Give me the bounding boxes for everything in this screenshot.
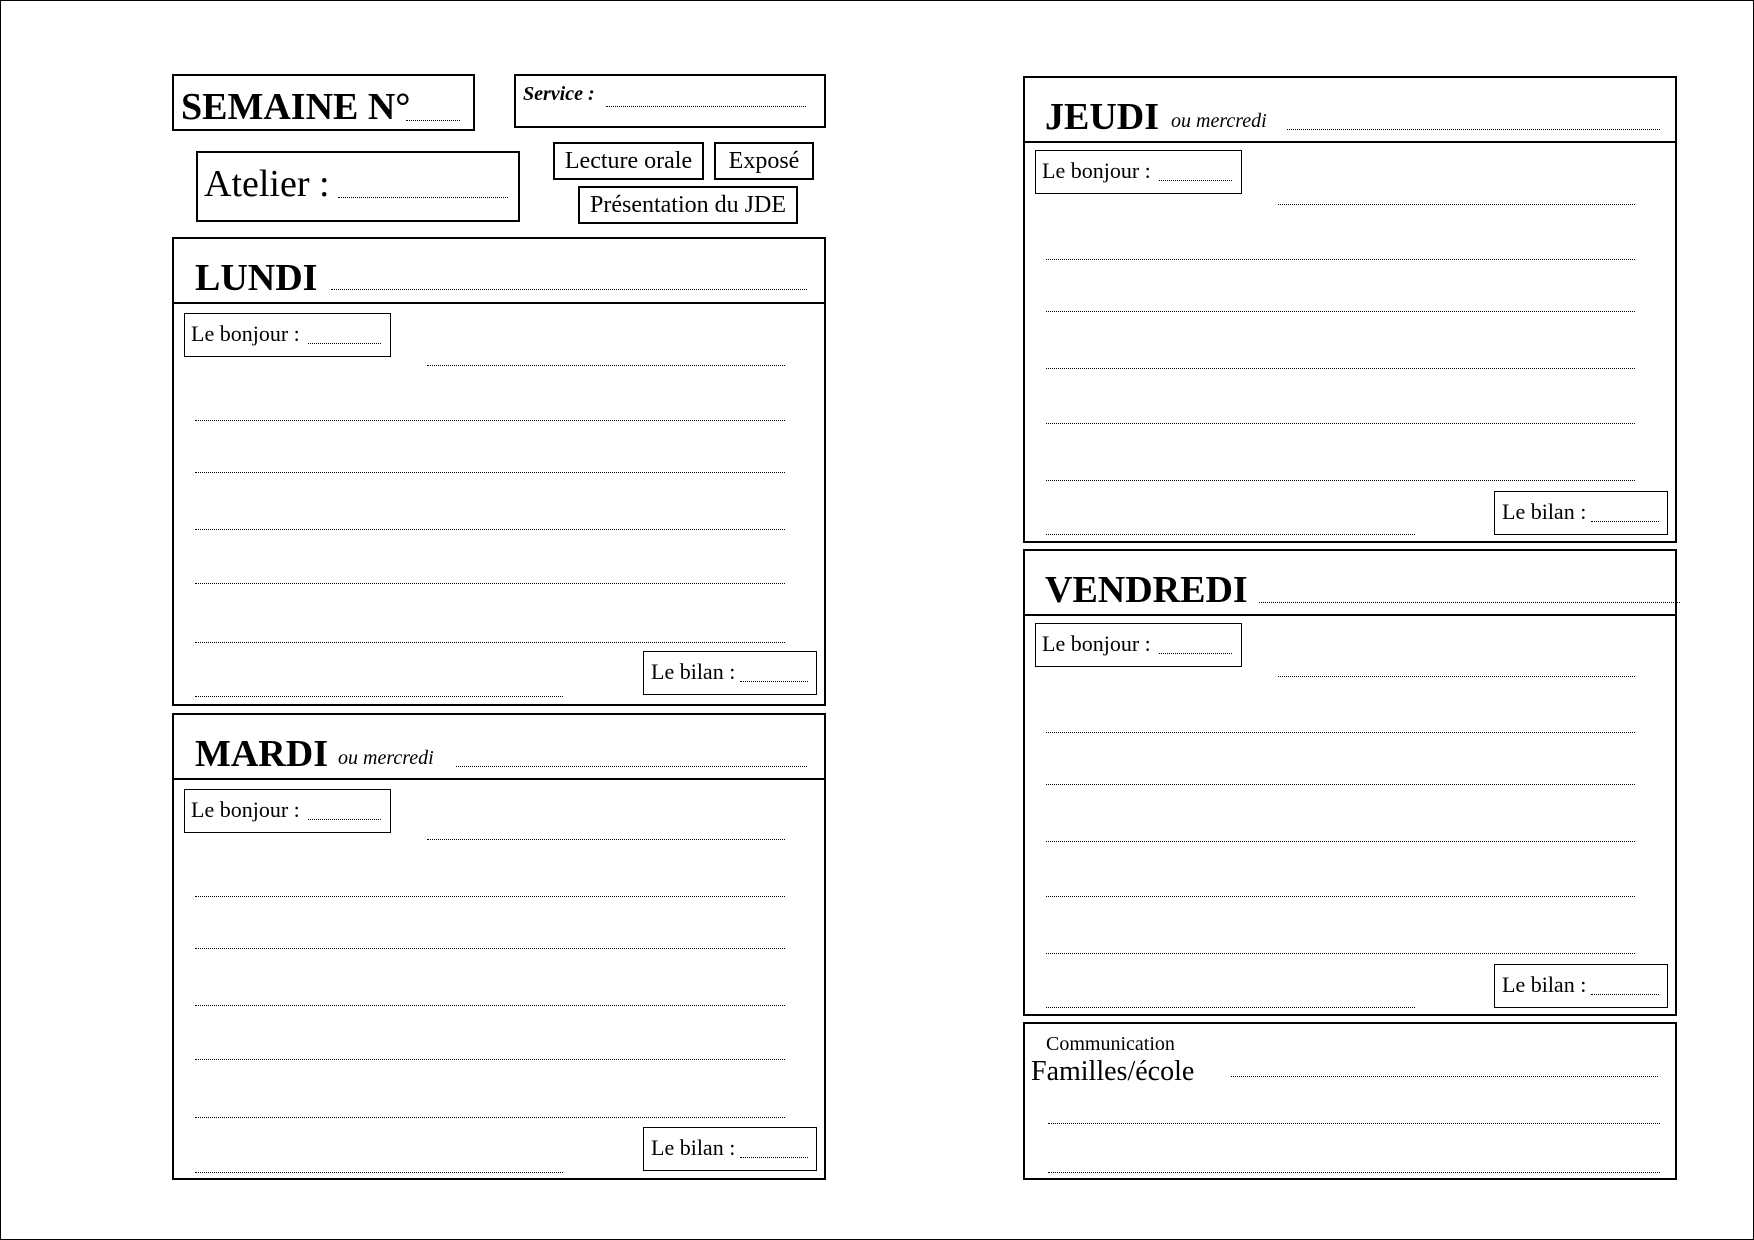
bonjour-label: Le bonjour : — [191, 321, 300, 346]
jeudi-section — [1023, 76, 1677, 543]
jeudi-line-3[interactable] — [1046, 311, 1635, 312]
lundi-line-3[interactable] — [195, 472, 785, 473]
mardi-bonjour-field[interactable] — [308, 819, 381, 820]
bilan-label: Le bilan : — [651, 659, 736, 684]
vendredi-line-4[interactable] — [1046, 841, 1635, 842]
communication-subtitle: Familles/école — [1031, 1056, 1195, 1087]
vendredi-bilan-field[interactable] — [1591, 994, 1659, 995]
jeudi-bonjour-box — [1035, 150, 1242, 194]
vendredi-line-6[interactable] — [1046, 953, 1635, 954]
lundi-title-field[interactable] — [331, 289, 807, 290]
lundi-line-7[interactable] — [195, 696, 563, 697]
lundi-section — [172, 237, 826, 706]
presentation-jde-option[interactable]: Présentation du JDE — [578, 186, 798, 224]
communication-section — [1023, 1022, 1677, 1180]
jeudi-line-4[interactable] — [1046, 368, 1635, 369]
vendredi-bilan-box — [1494, 964, 1668, 1008]
vendredi-line-7[interactable] — [1046, 1007, 1415, 1008]
mardi-bilan-box — [643, 1127, 817, 1171]
bonjour-label: Le bonjour : — [191, 797, 300, 822]
jeudi-subtitle: ou mercredi — [1171, 110, 1267, 132]
atelier-box — [196, 151, 520, 222]
vendredi-bonjour-box — [1035, 623, 1242, 667]
mardi-header-divider — [174, 778, 824, 780]
service-field[interactable] — [606, 106, 806, 107]
bonjour-label: Le bonjour : — [1042, 631, 1151, 656]
jeudi-line-7[interactable] — [1046, 534, 1415, 535]
jeudi-bilan-box — [1494, 491, 1668, 535]
vendredi-header-divider — [1025, 614, 1675, 616]
vendredi-title: VENDREDI — [1045, 569, 1248, 611]
lundi-line-4[interactable] — [195, 529, 785, 530]
mardi-subtitle: ou mercredi — [338, 747, 434, 769]
lundi-bilan-box — [643, 651, 817, 695]
vendredi-line-2[interactable] — [1046, 732, 1635, 733]
atelier-label: Atelier : — [204, 163, 330, 205]
mardi-section — [172, 713, 826, 1180]
lundi-bonjour-field[interactable] — [308, 343, 381, 344]
jeudi-title-field[interactable] — [1287, 129, 1660, 130]
mardi-title: MARDI — [195, 733, 328, 775]
communication-line-1[interactable] — [1231, 1076, 1658, 1077]
lundi-line-5[interactable] — [195, 583, 785, 584]
lundi-bonjour-box — [184, 313, 391, 357]
lundi-title: LUNDI — [195, 257, 318, 299]
service-box — [514, 74, 826, 128]
mardi-line-1[interactable] — [427, 839, 785, 840]
vendredi-line-5[interactable] — [1046, 896, 1635, 897]
semaine-number-field[interactable] — [406, 120, 460, 121]
jeudi-line-2[interactable] — [1046, 259, 1635, 260]
mardi-bilan-field[interactable] — [740, 1157, 808, 1158]
bilan-label: Le bilan : — [1502, 972, 1587, 997]
lecture-orale-option[interactable]: Lecture orale — [553, 142, 704, 180]
mardi-title-field[interactable] — [456, 766, 807, 767]
mardi-line-5[interactable] — [195, 1059, 785, 1060]
jeudi-bonjour-field[interactable] — [1159, 180, 1232, 181]
semaine-box — [172, 74, 475, 131]
vendredi-section — [1023, 549, 1677, 1016]
lundi-line-2[interactable] — [195, 420, 785, 421]
mardi-bonjour-box — [184, 789, 391, 833]
communication-line-2[interactable] — [1048, 1123, 1660, 1124]
jeudi-title: JEUDI — [1045, 96, 1160, 138]
lundi-bilan-field[interactable] — [740, 681, 808, 682]
jeudi-line-1[interactable] — [1278, 204, 1635, 205]
jeudi-line-6[interactable] — [1046, 480, 1635, 481]
lundi-line-1[interactable] — [427, 365, 785, 366]
semaine-label: SEMAINE N° — [181, 86, 411, 128]
vendredi-title-field[interactable] — [1259, 602, 1680, 603]
jeudi-bilan-field[interactable] — [1591, 521, 1659, 522]
communication-title: Communication — [1046, 1033, 1175, 1055]
jeudi-line-5[interactable] — [1046, 423, 1635, 424]
mardi-line-7[interactable] — [195, 1172, 563, 1173]
atelier-field[interactable] — [338, 197, 508, 198]
lundi-line-6[interactable] — [195, 642, 785, 643]
vendredi-bonjour-field[interactable] — [1159, 653, 1232, 654]
bilan-label: Le bilan : — [651, 1135, 736, 1160]
communication-line-3[interactable] — [1048, 1172, 1660, 1173]
mardi-line-2[interactable] — [195, 896, 785, 897]
service-label: Service : — [523, 83, 595, 105]
lundi-header-divider — [174, 302, 824, 304]
mardi-line-3[interactable] — [195, 948, 785, 949]
mardi-line-6[interactable] — [195, 1117, 785, 1118]
bilan-label: Le bilan : — [1502, 499, 1587, 524]
vendredi-line-3[interactable] — [1046, 784, 1635, 785]
vendredi-line-1[interactable] — [1278, 676, 1635, 677]
expose-option[interactable]: Exposé — [714, 142, 814, 180]
jeudi-header-divider — [1025, 141, 1675, 143]
bonjour-label: Le bonjour : — [1042, 158, 1151, 183]
mardi-line-4[interactable] — [195, 1005, 785, 1006]
